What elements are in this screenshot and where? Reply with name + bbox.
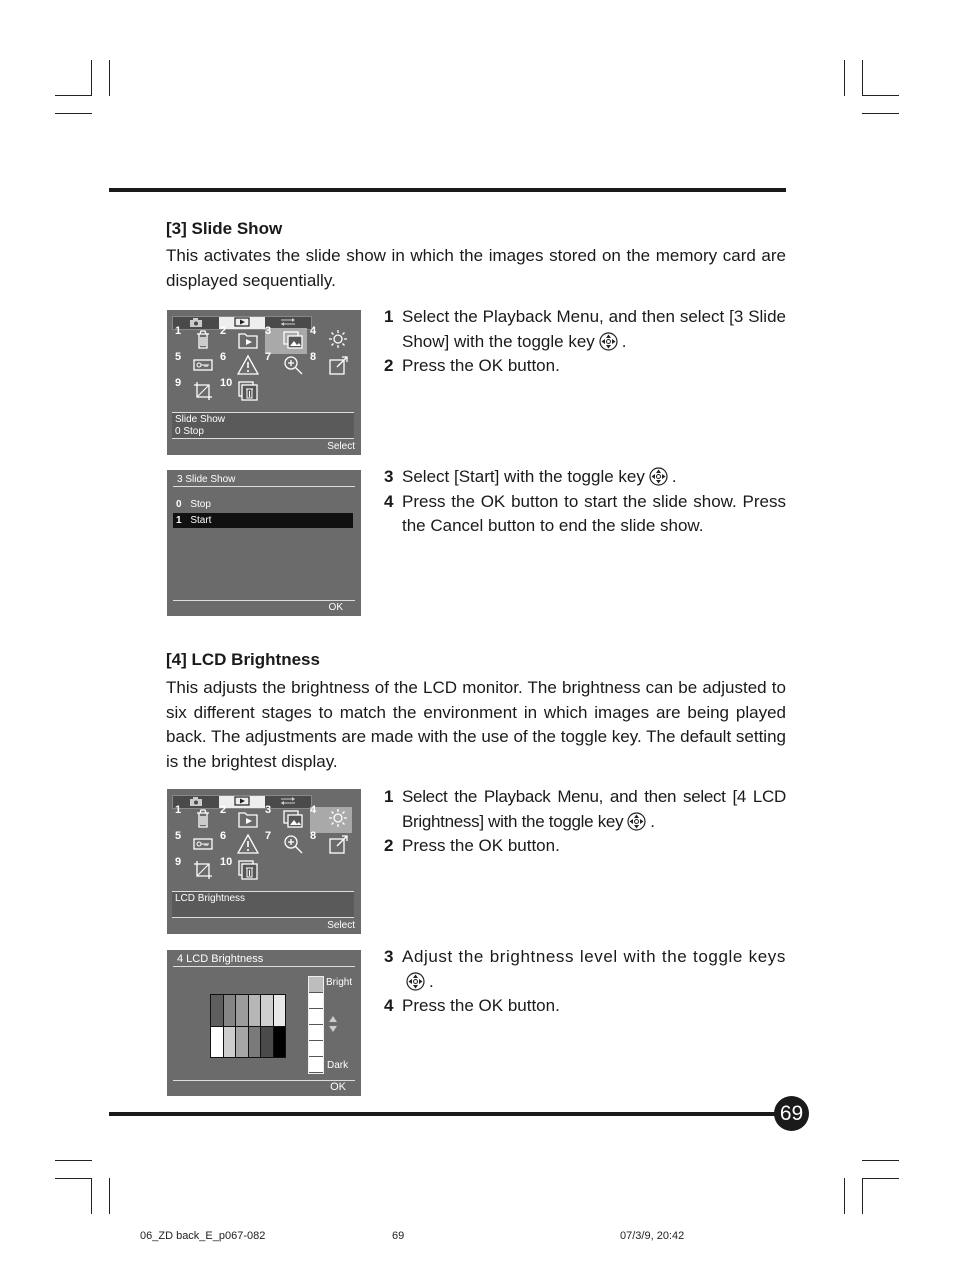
- option-label: Start: [190, 515, 212, 526]
- menu-item-number: 3: [265, 325, 272, 337]
- step-text: Select [Start] with the toggle key: [402, 467, 645, 486]
- dark-label: Dark: [327, 1060, 349, 1071]
- footer-filename: 06_ZD back_E_p067-082: [140, 1230, 266, 1242]
- menu-item-number: 8: [310, 830, 317, 842]
- bright-label: Bright: [326, 977, 353, 988]
- menu-item-number: 2: [220, 325, 227, 337]
- menu-item-number: 7: [265, 830, 272, 842]
- toggle-key-icon: [406, 972, 425, 991]
- info-title: LCD Brightness: [175, 893, 246, 904]
- info-title: Slide Show: [175, 414, 226, 425]
- menu-item-number: 4: [310, 804, 317, 816]
- magnify-icon: [282, 833, 304, 855]
- step-item: [384, 834, 786, 859]
- up-down-arrows-icon: [327, 1015, 339, 1036]
- menu-item-number: 5: [175, 830, 182, 842]
- menu-item-number: 7: [265, 351, 272, 363]
- menu-item: [310, 804, 352, 833]
- menu-item-number: 4: [310, 325, 317, 337]
- step-number: 4: [384, 491, 394, 511]
- step-text: Select the Playback Menu, and then select [3 Slide Show] with the toggle key: [402, 307, 786, 351]
- toggle-key-icon: [627, 812, 646, 831]
- info-box: [172, 891, 354, 918]
- crop-mark: [91, 60, 92, 96]
- step-text: Select the Playback Menu, and then select [4 LCD Brightness] with the toggle key: [402, 787, 786, 831]
- ok-softkey: OK: [330, 1081, 346, 1093]
- menu-item: [265, 351, 307, 380]
- menu-item-number: 9: [175, 377, 182, 389]
- resize-icon: [327, 354, 349, 376]
- menu-item: [310, 830, 352, 859]
- screen-title: 4 LCD Brightness: [177, 953, 264, 965]
- step-text: Adjust the brightness level with the toggle keys: [402, 947, 786, 966]
- step-item: [384, 945, 786, 994]
- folder-play-icon: [237, 328, 259, 350]
- menu-item-number: 8: [310, 351, 317, 363]
- brightness-icon: [327, 328, 349, 350]
- trash-icon: [192, 328, 214, 350]
- menu-item: [175, 830, 217, 859]
- steps-list: [384, 465, 786, 539]
- step-number: 1: [384, 787, 394, 806]
- camera-screen-playback-menu: [167, 310, 361, 455]
- footer-page: 69: [392, 1230, 405, 1242]
- crop-mark: [862, 1178, 863, 1214]
- toggle-key-icon: [649, 467, 668, 486]
- menu-item: [220, 804, 262, 833]
- menu-item-number: 6: [220, 351, 227, 363]
- step-text-end: .: [671, 467, 677, 486]
- crop-mark: [844, 60, 845, 96]
- menu-item-number: 1: [175, 325, 182, 337]
- step-number: 3: [384, 947, 395, 966]
- crop-icon: [192, 859, 214, 881]
- step-text: Press the OK button.: [402, 356, 560, 375]
- trash-all-icon: [237, 859, 259, 881]
- menu-item: [265, 325, 307, 354]
- section-heading-slide-show: [3] Slide Show: [166, 219, 283, 238]
- option-label: Stop: [190, 499, 211, 510]
- crop-icon: [192, 380, 214, 402]
- gray-scale-chart: [210, 994, 286, 1058]
- menu-item-number: 3: [265, 804, 272, 816]
- key-icon: [192, 833, 214, 855]
- step-number: 1: [384, 307, 394, 326]
- info-box: [172, 412, 354, 439]
- menu-item-number: 10: [220, 856, 233, 868]
- folder-play-icon: [237, 807, 259, 829]
- menu-item-number: 10: [220, 377, 233, 389]
- menu-item: [220, 325, 262, 354]
- menu-item: [310, 325, 352, 354]
- toggle-key-icon: [599, 332, 618, 351]
- option-stop: [173, 498, 353, 512]
- step-text-end: .: [650, 811, 655, 831]
- option-number: 1: [176, 515, 182, 526]
- section-intro: This adjusts the brightness of the LCD monitor. The brightness can be adjusted to six different stages to match the environment in which images are being played back. The adjustments are made with the use of the toggle key. The default setting is the brightest display.: [166, 678, 786, 771]
- section-heading-lcd-brightness: [4] LCD Brightness: [166, 650, 320, 669]
- step-item: [384, 785, 786, 834]
- brightness-level-segment: [309, 977, 323, 993]
- crop-mark: [55, 1178, 92, 1179]
- menu-item: [220, 856, 262, 885]
- resize-icon: [327, 833, 349, 855]
- menu-item: [265, 830, 307, 859]
- menu-item-number: 1: [175, 804, 182, 816]
- info-value: 0 Stop: [175, 426, 204, 437]
- bottom-line: [173, 1080, 355, 1081]
- step-text: Press the OK button to start the slide show. Press the Cancel button to end the slide show.: [402, 491, 786, 535]
- footer-rule: [109, 1112, 781, 1116]
- menu-item: [310, 351, 352, 380]
- brightness-level-segment: [309, 1041, 323, 1057]
- crop-mark: [55, 95, 92, 96]
- screen-title: 3 Slide Show: [177, 474, 236, 485]
- step-number: 4: [384, 996, 394, 1015]
- bottom-line: [173, 600, 355, 601]
- step-item: [384, 354, 786, 379]
- step-number: 2: [384, 356, 394, 375]
- select-softkey: Select: [327, 920, 355, 931]
- steps-list: [384, 305, 786, 379]
- step-number: 3: [384, 467, 394, 486]
- trash-icon: [192, 807, 214, 829]
- brightness-icon: [327, 807, 349, 829]
- steps-list: [384, 945, 786, 1019]
- step-item: [384, 490, 786, 539]
- menu-item: [265, 804, 307, 833]
- brightness-level-segment: [309, 993, 323, 1009]
- step-text: Press the OK button.: [402, 836, 560, 855]
- steps-list: [384, 785, 786, 859]
- select-softkey: Select: [327, 441, 355, 452]
- ok-softkey: OK: [328, 602, 343, 613]
- section-intro: This activates the slide show in which the images stored on the memory card are displayed sequentially.: [166, 246, 786, 290]
- header-rule: [109, 188, 786, 192]
- crop-mark: [844, 1178, 845, 1214]
- crop-mark: [109, 1178, 110, 1214]
- warning-icon: [237, 833, 259, 855]
- option-number: 0: [176, 499, 182, 510]
- step-item: [384, 305, 786, 354]
- brightness-level-segment: [309, 1009, 323, 1025]
- menu-item: [175, 856, 217, 885]
- camera-screen-slide-show: [167, 470, 361, 616]
- crop-mark: [91, 1178, 92, 1214]
- camera-screen-lcd-brightness: [167, 950, 361, 1096]
- crop-mark: [109, 60, 110, 96]
- menu-item-number: 9: [175, 856, 182, 868]
- slideshow-icon: [282, 328, 304, 350]
- menu-item: [175, 351, 217, 380]
- step-number: 2: [384, 836, 394, 855]
- menu-item: [220, 377, 262, 406]
- crop-mark: [862, 95, 899, 96]
- trash-all-icon: [237, 380, 259, 402]
- crop-mark: [862, 1178, 899, 1179]
- menu-item: [175, 377, 217, 406]
- step-text: Press the OK button.: [402, 996, 560, 1015]
- magnify-icon: [282, 354, 304, 376]
- brightness-level-bar: [308, 976, 324, 1074]
- brightness-level-segment: [309, 1025, 323, 1041]
- step-text-end: .: [429, 971, 435, 991]
- menu-item-number: 2: [220, 804, 227, 816]
- camera-screen-playback-menu: [167, 789, 361, 934]
- title-underline: [173, 486, 355, 487]
- menu-item: [175, 804, 217, 833]
- crop-mark: [55, 1160, 92, 1161]
- menu-item: [175, 325, 217, 354]
- slideshow-icon: [282, 807, 304, 829]
- step-item: [384, 465, 786, 490]
- warning-icon: [237, 354, 259, 376]
- menu-item-number: 5: [175, 351, 182, 363]
- crop-mark: [55, 113, 92, 114]
- step-text-end: .: [621, 331, 627, 351]
- title-underline: [173, 966, 355, 967]
- footer-timestamp: 07/3/9, 20:42: [620, 1230, 685, 1242]
- key-icon: [192, 354, 214, 376]
- step-item: [384, 994, 786, 1019]
- crop-mark: [862, 60, 863, 96]
- brightness-level-segment: [309, 1057, 323, 1073]
- option-start-selected: [173, 513, 353, 528]
- page-number: 69: [774, 1096, 809, 1131]
- crop-mark: [862, 113, 899, 114]
- menu-item-number: 6: [220, 830, 227, 842]
- crop-mark: [862, 1160, 899, 1161]
